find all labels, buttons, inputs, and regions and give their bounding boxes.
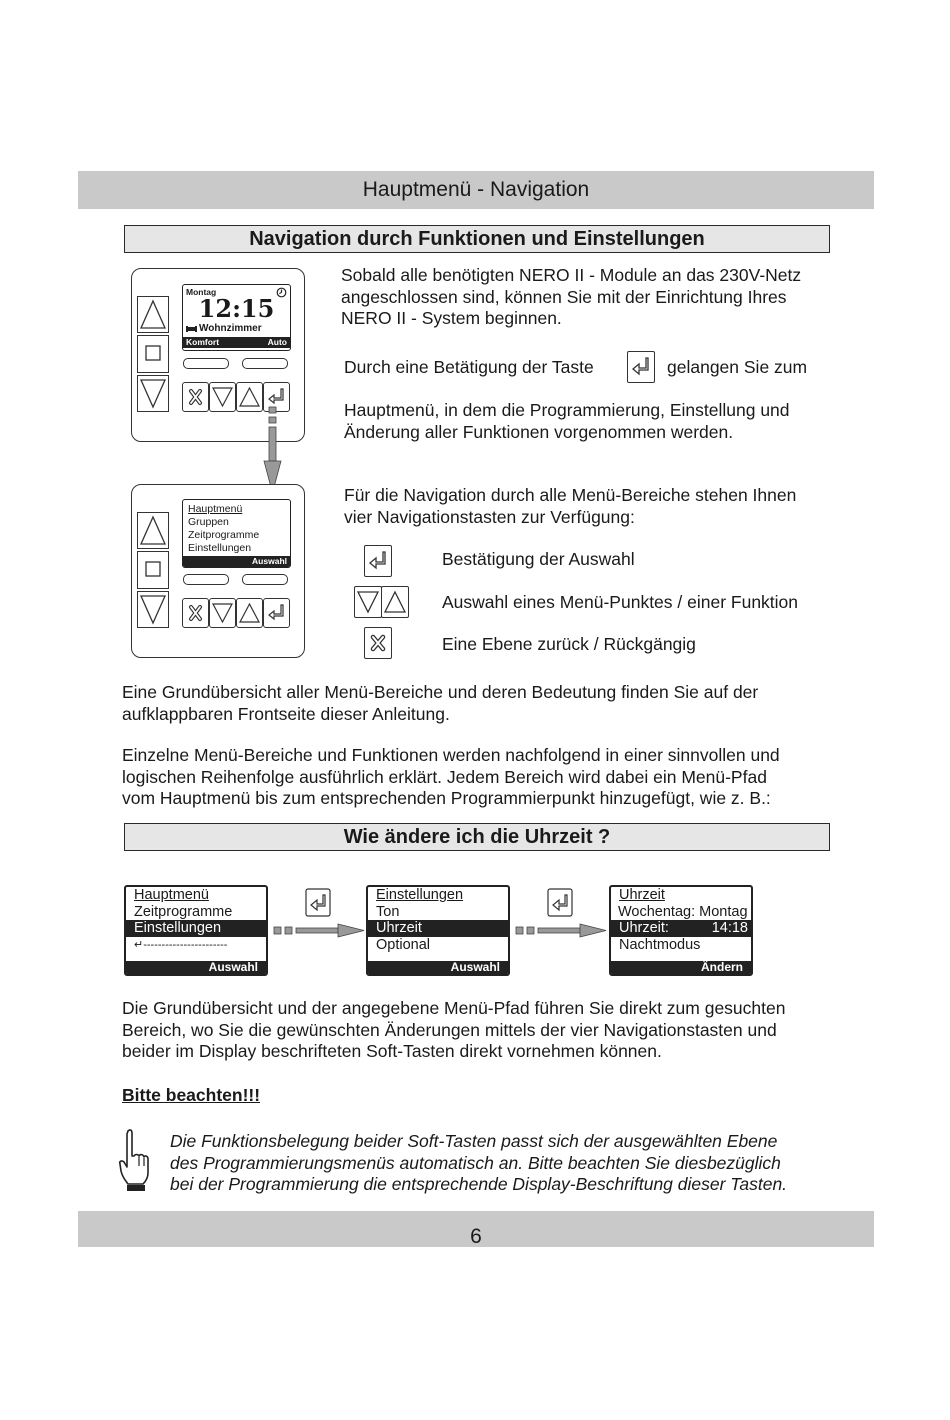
text-line: Für die Navigation durch alle Menü-Bereiche stehen Ihnen [344,485,797,505]
softkey-right-label: Auto [267,337,287,347]
enter-key-sentence-end: gelangen Sie zum [667,357,808,377]
menu-display [182,499,291,568]
page-number: 6 [470,1225,482,1248]
softkey-label-bar [183,337,290,348]
screen-row: Ton [376,903,400,920]
nav-keys-row [182,598,290,628]
up-side-button [137,296,169,333]
up-key [236,598,263,628]
enter-key-icon [306,889,330,916]
home-display [182,284,291,351]
navigation-paragraph [344,485,864,528]
down-key [209,382,236,412]
time-field-value: 14:18 [711,920,748,936]
intro-paragraph [341,265,861,330]
menu-item: Zeitprogramme [188,529,260,541]
weekday-label: Montag [186,287,217,297]
text-line: aufklappbaren Frontseite dieser Anleitung. [122,703,450,724]
text-line: beider im Display beschrifteten Soft-Tasten direkt vornehmen können. [122,1041,662,1061]
enter-key-icon [548,889,572,916]
text-line: bei der Programmierung die entsprechende Display-Beschriftung dieser Tasten. [170,1174,788,1194]
enter-key [263,598,290,628]
menu-item: Gruppen [188,516,229,528]
text-line: logischen Reihenfolge ausführlich erklärt. Jedem Bereich wird dabei ein Menü-Pfad [122,766,767,787]
legend-text-confirm: Bestätigung der Auswahl [442,549,635,569]
path-screen-time [609,885,753,976]
pointing-hand-icon [117,1128,153,1194]
enter-key-sentence-start: Durch eine Betätigung der Taste [344,357,594,377]
up-triangle-icon [138,513,168,548]
down-triangle-icon [355,587,381,617]
sofa-icon [186,324,197,333]
softkey-right-label: Auswahl [252,556,287,566]
cancel-key-icon [183,599,208,627]
enter-key-icon [365,546,391,576]
text-line: Bereich, wo Sie die gewünschten Änderungen mittels der vier Navigationstasten und [122,1019,777,1040]
legend-text-select: Auswahl eines Menü-Punktes / einer Funktion [442,592,799,612]
screen-title: Hauptmenü [134,887,209,903]
legend-text-back: Eine Ebene zurück / Rückgängig [442,634,696,654]
screen-row-selected: Uhrzeit [368,920,508,937]
square-icon [138,552,168,588]
softkey-right [242,358,288,369]
text-line: vom Hauptmenü bis zum entsprechenden Programmierpunkt hinzugefügt, wie z. B.: [122,788,771,808]
softkey-right [242,574,288,585]
text-line: vier Navigationstasten zur Verfügung: [344,506,635,527]
time-field-label: Uhrzeit: [619,920,669,936]
section-title-navigation: Navigation durch Funktionen und Einstellungen [124,225,830,253]
enter-key-icon [264,599,289,627]
up-triangle-icon [138,297,168,332]
text-line: NERO II - System beginnen. [341,308,562,328]
down-side-button [137,591,169,628]
section-title-time: Wie ändere ich die Uhrzeit ? [124,823,830,851]
text-line: angeschlossen sind, können Sie mit der Einrichtung Ihres [341,286,787,307]
square-icon [138,336,168,372]
note-heading: Bitte beachten!!! [122,1085,261,1105]
middle-side-button [137,551,169,589]
text-line: Einzelne Menü-Bereiche und Funktionen werden nachfolgend in einer sinnvollen und [122,745,780,765]
down-triangle-icon [138,376,168,411]
screen-row: Zeitprogramme [134,903,233,920]
down-arrow-icon [262,405,284,495]
screen-title: Uhrzeit [619,887,665,903]
screen-row-selected [611,920,751,937]
legend-enter-key [364,545,392,577]
cancel-key [182,382,209,412]
screen-row: Optional [376,936,431,953]
text-line: des Programmierungsmenüs automatisch an. Bitte beachten Sie diesbezüglich [170,1152,781,1173]
down-triangle-icon [210,383,235,411]
up-key [236,382,263,412]
menu-areas-paragraph [122,745,862,810]
text-line: Eine Grundübersicht aller Menü-Bereiche und deren Bedeutung finden Sie auf der [122,682,759,702]
text-line: Sobald alle benötigten NERO II - Module an das 230V-Netz [341,265,802,285]
enter-key-icon [628,352,654,382]
legend-cancel-key [364,627,392,659]
up-triangle-icon [237,599,262,627]
middle-side-button [137,335,169,373]
cancel-key [182,598,209,628]
path-screen-main-menu [124,885,268,976]
path-arrow-1 [273,888,365,944]
overview-paragraph [122,682,862,725]
up-triangle-icon [237,383,262,411]
cancel-key-icon [183,383,208,411]
path-explanation-paragraph [122,998,862,1063]
screen-softkey-label: Auswahl [126,961,266,974]
main-menu-paragraph [344,400,864,443]
down-key [209,598,236,628]
thermostat-device-menu [131,484,305,658]
legend-down-key [354,586,382,618]
room-label: Wohnzimmer [199,323,262,334]
legend-up-key [381,586,409,618]
time-display: 12:15 [198,294,275,323]
screen-row: ↵----------------------- [134,938,228,951]
down-triangle-icon [210,599,235,627]
text-line: Die Funktionsbelegung beider Soft-Tasten passt sich der ausgewählten Ebene [170,1131,778,1151]
header-bar [78,171,874,209]
enter-key-inline [627,351,655,383]
up-triangle-icon [382,587,408,617]
softkey-left [183,574,229,585]
softkey-left [183,358,229,369]
screen-title: Einstellungen [376,887,464,903]
softkey-left-label: Komfort [186,337,220,347]
up-side-button [137,512,169,549]
screen-row: Nachtmodus [619,936,701,953]
footer-bar [78,1211,874,1247]
text-line: Änderung aller Funktionen vorgenommen werden. [344,421,734,442]
screen-softkey-label: Auswahl [368,961,508,974]
text-line: Hauptmenü, in dem die Programmierung, Einstellung und [344,400,790,420]
down-triangle-icon [138,592,168,627]
down-side-button [137,375,169,412]
cancel-key-icon [365,628,391,658]
screen-softkey-label: Ändern [611,961,751,974]
path-arrow-2 [515,888,607,944]
path-screen-settings [366,885,510,976]
screen-row-selected: Einstellungen [126,920,266,937]
note-text [170,1131,860,1196]
screen-row: Wochentag: Montag [618,903,748,920]
page-title: Hauptmenü - Navigation [362,178,590,201]
text-line: Die Grundübersicht und der angegebene Menü-Pfad führen Sie direkt zum gesuchten [122,998,786,1018]
menu-title: Hauptmenü [188,503,243,515]
menu-item: Einstellungen [188,542,252,554]
softkey-label-bar [183,556,290,567]
